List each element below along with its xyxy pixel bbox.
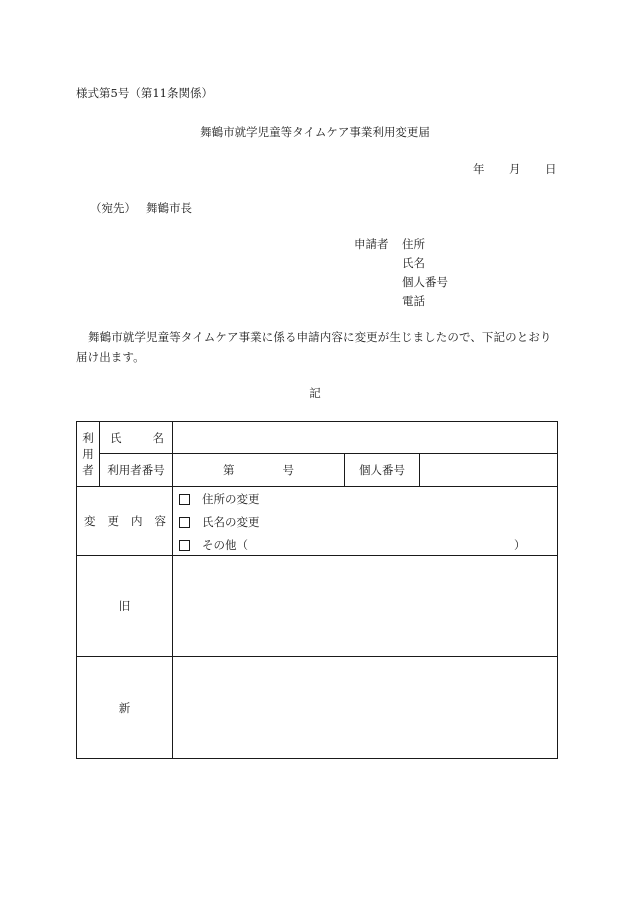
number-prefix: 第 xyxy=(223,463,235,477)
checkbox-icon[interactable] xyxy=(179,540,190,551)
addressee xyxy=(90,200,192,216)
date-month-label: 月 xyxy=(509,162,521,176)
date-year-label: 年 xyxy=(473,162,485,176)
addressee-name: 舞鶴市長 xyxy=(146,201,192,215)
name-label-char-2: 名 xyxy=(152,430,164,445)
individual-number-input-cell[interactable] xyxy=(420,454,557,486)
addressee-prefix: （宛先） xyxy=(90,201,136,215)
old-content-cell[interactable] xyxy=(173,556,557,656)
change-option-other-label: その他（ xyxy=(202,538,248,552)
name-label-char-1: 氏 xyxy=(110,430,122,445)
new-label: 新 xyxy=(118,700,131,715)
user-number-label: 利用者番号 xyxy=(107,463,165,477)
change-form-table xyxy=(76,421,558,759)
ki-heading: 記 xyxy=(309,386,321,400)
change-label-char-4: 容 xyxy=(154,514,166,528)
user-group-label xyxy=(77,422,99,486)
other-close-paren: ） xyxy=(514,538,526,552)
user-group-char-3: 者 xyxy=(82,463,94,477)
applicant-field-phone: 電話 xyxy=(402,294,425,308)
individual-number-label: 個人番号 xyxy=(359,463,405,477)
user-group-char-2: 用 xyxy=(82,447,94,461)
applicant-label: 申請者 xyxy=(354,237,389,251)
user-number-input-cell[interactable] xyxy=(173,454,344,486)
table-border-bottom xyxy=(76,758,558,759)
change-label-char-3: 内 xyxy=(131,514,143,528)
old-label: 旧 xyxy=(118,599,131,613)
change-label-char-1: 変 xyxy=(84,514,96,528)
applicant-field-name: 氏名 xyxy=(402,256,425,270)
name-input-cell[interactable] xyxy=(173,422,557,453)
applicant-field-individual-number: 個人番号 xyxy=(402,275,448,289)
table-border-right xyxy=(557,421,558,759)
form-number: 様式第5号（第11条関係） xyxy=(76,86,213,100)
name-label xyxy=(100,422,172,453)
checkbox-icon[interactable] xyxy=(179,517,190,528)
change-option-other[interactable] xyxy=(179,537,248,553)
new-content-cell[interactable] xyxy=(173,657,557,758)
change-label-char-2: 更 xyxy=(107,514,119,528)
change-option-address-label: 住所の変更 xyxy=(202,492,260,506)
date-day-label: 日 xyxy=(545,162,557,176)
document-title: 舞鶴市就学児童等タイムケア事業利用変更届 xyxy=(200,125,430,139)
change-option-name[interactable] xyxy=(179,514,260,530)
change-option-address[interactable] xyxy=(179,491,260,507)
number-suffix: 号 xyxy=(282,463,294,477)
body-text: 舞鶴市就学児童等タイムケア事業に係る申請内容に変更が生じましたので、下記のとおり届け出ます。 xyxy=(76,330,552,364)
change-content-label xyxy=(77,487,172,555)
checkbox-icon[interactable] xyxy=(179,494,190,505)
user-group-char-1: 利 xyxy=(82,431,94,445)
applicant-field-address: 住所 xyxy=(402,237,425,251)
change-option-name-label: 氏名の変更 xyxy=(202,515,260,529)
